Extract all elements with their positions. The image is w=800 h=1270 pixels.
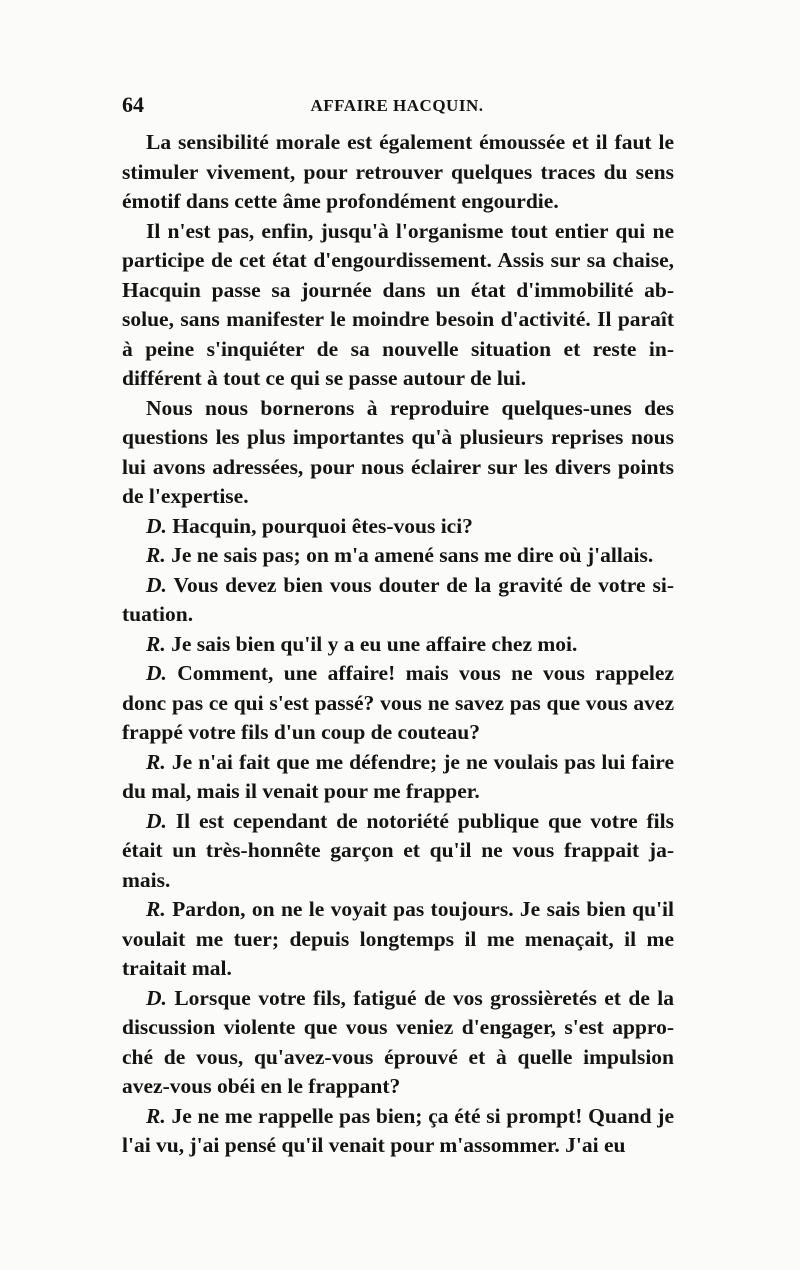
- paragraph-text: Je sais bien qu'il y a eu une affaire chez moi.: [165, 631, 578, 656]
- paragraph-text: Comment, une affaire! mais vous ne vous rappelez donc pas ce qui s'est passé? vous ne savez pas que vous avez frappé votre fils d'un coup de couteau?: [122, 661, 674, 744]
- dialogue-answer: [122, 748, 674, 807]
- paragraph-text: Nous nous bornerons à reproduire quelques-unes des questions les plus importantes qu'à plusieurs reprises nous lui avons adressées, pour nous éclairer sur les divers points de l'expertise.: [122, 395, 674, 508]
- speaker-label: D.: [146, 572, 167, 597]
- paragraph: [122, 217, 674, 394]
- dialogue-question: [122, 984, 674, 1102]
- paragraph-text: Lorsque votre fils, fatigué de vos grossièretés et de la discussion violente que vous veniez d'engager, s'est approché de vous, qu'avez-vous éprouvé et à quelle impulsion avez-vous obéi en le frappant?: [122, 985, 674, 1098]
- dialogue-question: [122, 807, 674, 896]
- speaker-label: R.: [146, 897, 166, 921]
- dialogue-answer: [122, 1102, 674, 1161]
- dialogue-question: [122, 659, 674, 748]
- dialogue-answer: [122, 541, 674, 571]
- body-text: [122, 128, 674, 1161]
- dialogue-question: [122, 571, 674, 630]
- running-title: AFFAIRE HACQUIN.: [310, 96, 484, 115]
- paragraph-text: Pardon, on ne le voyait pas toujours. Je sais bien qu'il voulait me tuer; depuis longtemps il me menaçait, il me traitait mal.: [122, 897, 674, 980]
- paragraph-text: Je ne sais pas; on m'a amené sans me dire où j'allais.: [165, 543, 654, 567]
- speaker-label: R.: [146, 749, 166, 774]
- speaker-label: R.: [146, 1103, 166, 1128]
- speaker-label: D.: [146, 985, 167, 1010]
- dialogue-question: [122, 512, 674, 542]
- paragraph-text: Je ne me rappelle pas bien; ça été si prompt! Quand je l'ai vu, j'ai pensé qu'il venait pour m'assommer. J'ai eu: [122, 1103, 674, 1157]
- paragraph-text: Vous devez bien vous douter de la gravité de votre situation.: [122, 572, 674, 626]
- speaker-label: D.: [146, 808, 167, 833]
- paragraph-text: Il n'est pas, enfin, jusqu'à l'organisme tout entier qui ne participe de cet état d'engourdissement. Assis sur sa chaise, Hacquin passe sa journée dans un état d'immobilité absolue, sans manifester le moindre besoin d'activité. Il paraît à peine s'inquiéter de sa nouvelle situation et reste indifférent à tout ce qui se passe autour de lui.: [122, 218, 674, 390]
- speaker-label: R.: [146, 543, 166, 567]
- page-number: 64: [122, 92, 144, 117]
- page-header: [122, 92, 672, 118]
- paragraph-text: Hacquin, pourquoi êtes-vous ici?: [166, 513, 473, 538]
- paragraph-text: Il est cependant de notoriété publique que votre fils était un très-honnête garçon et qu'il ne vous frappait jamais.: [122, 808, 674, 892]
- paragraph: [122, 394, 674, 512]
- speaker-label: D.: [146, 513, 167, 538]
- paragraph-text: Je n'ai fait que me défendre; je ne voulais pas lui faire du mal, mais il venait pour me frapper.: [122, 749, 674, 803]
- paragraph-text: La sensibilité morale est également émoussée et il faut le stimuler vivement, pour retrouver quelques traces du sens émotif dans cette âme profondément engourdie.: [122, 130, 674, 213]
- paragraph: [122, 128, 674, 217]
- speaker-label: R.: [146, 631, 166, 656]
- dialogue-answer: [122, 630, 674, 660]
- speaker-label: D.: [146, 661, 167, 685]
- dialogue-answer: [122, 895, 674, 984]
